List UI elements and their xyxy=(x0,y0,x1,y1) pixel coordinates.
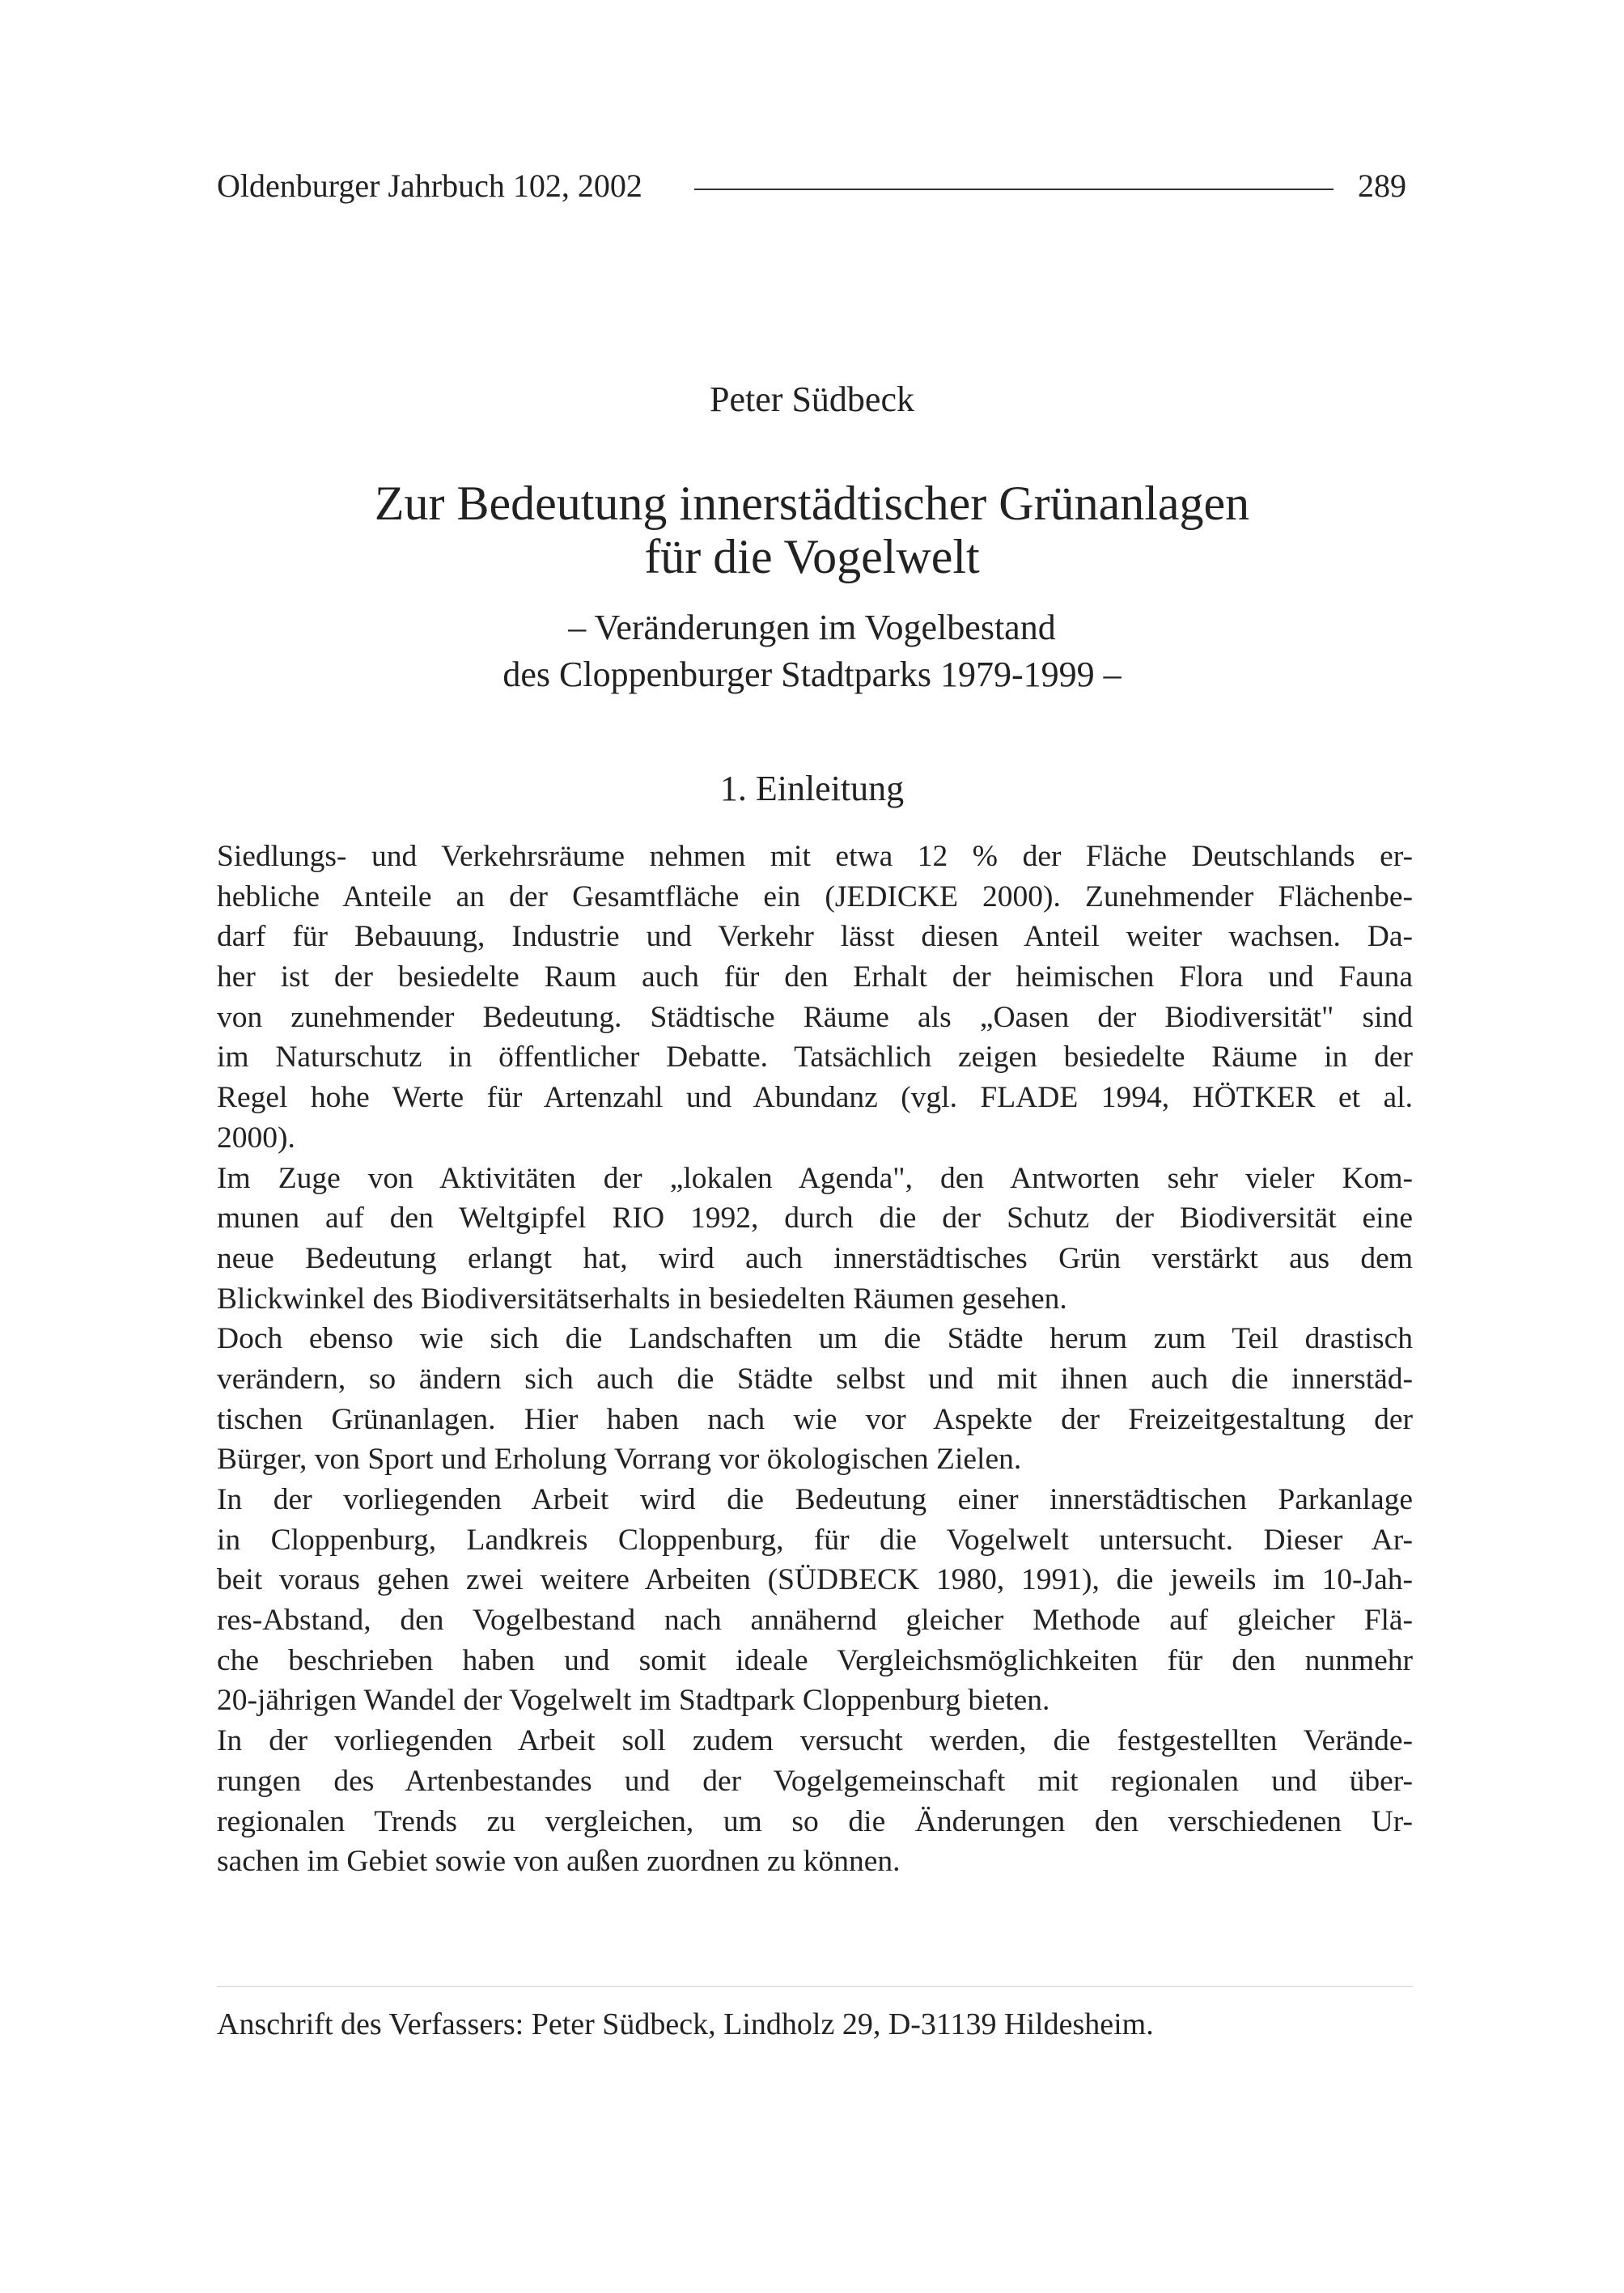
body-line: Regel hohe Werte für Artenzahl und Abundanz (vgl. FLADE 1994, HÖTKER et al. xyxy=(217,1081,1413,1115)
footnote-rule xyxy=(217,1986,1413,1987)
article-title-line-1: Zur Bedeutung innerstädtischer Grünanlagen xyxy=(374,477,1250,530)
body-line: Doch ebenso wie sich die Landschaften um die Städte herum zum Teil drastisch xyxy=(217,1322,1413,1356)
article-title-line-2: für die Vogelwelt xyxy=(644,530,980,583)
author-address-footnote: Anschrift des Verfassers: Peter Südbeck, Lindholz 29, D-31139 Hildesheim. xyxy=(217,2007,1154,2041)
article-author: Peter Südbeck xyxy=(710,379,914,419)
body-line: 20-jährigen Wandel der Vogelwelt im Stadtpark Cloppenburg bieten. xyxy=(217,1684,1050,1718)
journal-name: Oldenburger Jahrbuch 102, 2002 xyxy=(217,167,642,204)
body-line: im Naturschutz in öffentlicher Debatte. Tatsächlich zeigen besiedelte Räume in der xyxy=(217,1041,1413,1074)
running-header xyxy=(217,166,1406,206)
body-line: in Cloppenburg, Landkreis Cloppenburg, für die Vogelwelt untersucht. Dieser Ar- xyxy=(217,1523,1413,1557)
body-line: rungen des Artenbestandes und der Vogelgemeinschaft mit regionalen und über- xyxy=(217,1764,1413,1798)
body-line: neue Bedeutung erlangt hat, wird auch innerstädtisches Grün verstärkt aus dem xyxy=(217,1241,1413,1275)
body-line: von zunehmender Bedeutung. Städtische Räume als „Oasen der Biodiversität" sind xyxy=(217,1000,1413,1034)
body-line: sachen im Gebiet sowie von außen zuordnen zu können. xyxy=(217,1845,901,1879)
body-line: Bürger, von Sport und Erholung Vorrang vor ökologischen Zielen. xyxy=(217,1443,1022,1477)
body-line: beit voraus gehen zwei weitere Arbeiten (SÜDBECK 1980, 1991), die jeweils im 10-Jah- xyxy=(217,1563,1413,1597)
article-subtitle-line-1: – Veränderungen im Vogelbestand xyxy=(568,608,1056,647)
body-line: hebliche Anteile an der Gesamtfläche ein (JEDICKE 2000). Zunehmender Flächenbe- xyxy=(217,879,1413,913)
article-subtitle-line-2: des Cloppenburger Stadtparks 1979-1999 – xyxy=(502,655,1122,694)
body-line: che beschrieben haben und somit ideale Vergleichsmöglichkeiten für den nunmehr xyxy=(217,1643,1413,1677)
body-line: verändern, so ändern sich auch die Städte selbst und mit ihnen auch die innerstäd- xyxy=(217,1362,1413,1396)
body-line: tischen Grünanlagen. Hier haben nach wie vor Aspekte der Freizeitgestaltung der xyxy=(217,1402,1413,1436)
body-text xyxy=(217,837,1413,1882)
body-line: res-Abstand, den Vogelbestand nach annähernd gleicher Methode auf gleicher Flä- xyxy=(217,1604,1413,1638)
body-line: Siedlungs- und Verkehrsräume nehmen mit etwa 12 % der Fläche Deutschlands er- xyxy=(217,840,1413,873)
body-line: munen auf den Weltgipfel RIO 1992, durch die der Schutz der Biodiversität eine xyxy=(217,1202,1413,1236)
body-line: darf für Bebauung, Industrie und Verkehr lässt diesen Anteil weiter wachsen. Da- xyxy=(217,920,1413,954)
body-line: her ist der besiedelte Raum auch für den Erhalt der heimischen Flora und Fauna xyxy=(217,960,1413,994)
body-line: Im Zuge von Aktivitäten der „lokalen Agenda", den Antworten sehr vieler Kom- xyxy=(217,1161,1413,1195)
header-rule xyxy=(694,189,1334,190)
body-line: In der vorliegenden Arbeit wird die Bedeutung einer innerstädtischen Parkanlage xyxy=(217,1483,1413,1516)
body-line: In der vorliegenden Arbeit soll zudem versucht werden, die festgestellten Verände- xyxy=(217,1724,1413,1758)
section-heading: 1. Einleitung xyxy=(719,769,905,808)
body-line: regionalen Trends zu vergleichen, um so die Änderungen den verschiedenen Ur- xyxy=(217,1804,1413,1838)
body-line: 2000). xyxy=(217,1121,295,1155)
page-number: 289 xyxy=(1358,167,1406,204)
body-line: Blickwinkel des Biodiversitätserhalts in besiedelten Räumen gesehen. xyxy=(217,1282,1067,1316)
